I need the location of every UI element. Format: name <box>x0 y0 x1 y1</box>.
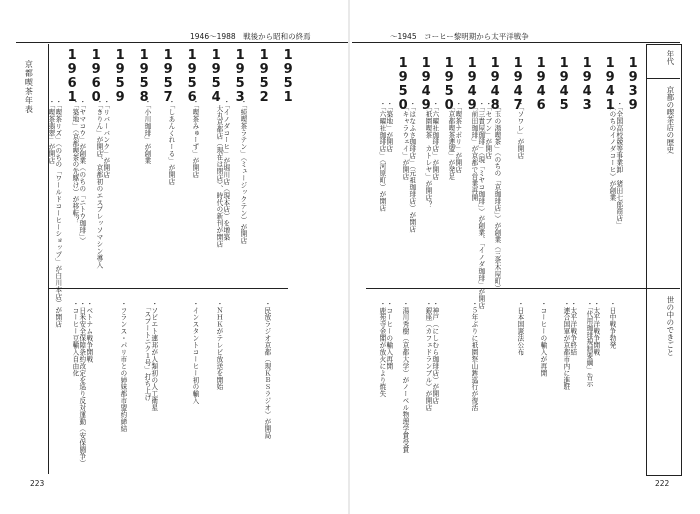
right-section-rule <box>366 288 680 289</box>
cafe-event: ・「喫茶翡翠」が開店 <box>46 98 55 165</box>
year-label: 1943 <box>579 56 595 112</box>
cafe-history-column <box>47 98 61 328</box>
year-label: 1954 <box>208 48 224 104</box>
cafe-event: ・「喫茶ナポリ」が開店 <box>453 100 462 174</box>
world-event: ・神戸（にしむら珈琲店）が開店 <box>430 300 439 405</box>
year-label: 1956 <box>184 48 200 104</box>
cafe-event: ・「イノダコーヒ」が堀川店（現本店）を増築 <box>221 98 230 241</box>
cafe-event: 大丸京都店（現在は閉店）、時代の新刊が開店 <box>214 98 223 248</box>
right-top-rule <box>352 42 680 43</box>
world-event: ・コーヒー豆輸入自由化 <box>70 300 79 377</box>
right-running-head: 〜1945 コーヒー黎明期から太平洋戦争 <box>390 31 529 41</box>
header-row-divider <box>646 78 680 79</box>
world-event: ・５年ぶりに祇園祭山鉾巡行が復活 <box>469 300 478 412</box>
cafe-history-column <box>239 98 246 244</box>
cafe-history-column <box>378 100 392 212</box>
world-event: ・太平洋戦争開戦 <box>591 300 600 356</box>
cafe-event: ・「六曜社珈琲店」が開店 <box>430 100 439 181</box>
world-event: 「スプートニク１号」打ち上げ <box>142 300 151 401</box>
year-label: 1958 <box>136 48 152 104</box>
right-header-box <box>646 44 682 476</box>
cafe-history-column <box>493 100 500 292</box>
world-events-column <box>71 300 92 467</box>
cafe-event: ・「前田珈琲」が京都で営業再開 <box>469 100 478 201</box>
year-label: 1951 <box>280 48 296 104</box>
cafe-event: ・「全国高校競等事業卸 猪田七郎商店」 <box>614 100 623 229</box>
world-events-column <box>191 300 198 404</box>
world-event: ・日本国憲法公布 <box>515 300 524 356</box>
cafe-history-column <box>470 100 491 309</box>
world-event: ・銀座（カフェドランブル）が開店 <box>423 300 432 412</box>
cafe-event: ・「小川珈琲」が創業 <box>142 98 151 165</box>
cafe-event: ・「ソワレ」が開店 <box>515 100 524 160</box>
year-label: 1949 <box>418 56 434 112</box>
world-events-column <box>608 300 615 349</box>
world-event: ・鹿苑寺金閣が放火により焼失 <box>377 300 386 398</box>
cafe-event: ・「京都喫茶連盟」が発足 <box>446 100 455 181</box>
year-label: 1950 <box>395 56 411 112</box>
world-event: ・ソビエト連邦が人類初の人工衛星 <box>149 300 158 412</box>
world-event: ・連合国軍が京都市内に進駐 <box>561 300 570 391</box>
year-label: 1941 <box>602 56 618 112</box>
cafe-history-column <box>143 98 150 164</box>
world-events-column <box>401 300 408 453</box>
year-label: 1945 <box>556 56 572 112</box>
cafe-history-column <box>71 98 85 244</box>
cafe-history-column <box>167 98 174 185</box>
cafe-event: ・「リバーバンク」が開店 <box>101 98 110 179</box>
world-events-column <box>516 300 523 356</box>
cafe-event: ・「はなふさ珈琲店」（元祖珈琲店）が開店 <box>407 100 416 233</box>
world-events-column <box>143 300 157 411</box>
year-label: 1953 <box>232 48 248 104</box>
left-section-rule <box>48 288 288 289</box>
cafe-event: ・「六曜社珈琲店」（河原町）が開店 <box>377 100 386 212</box>
cafe-event: ・「純喫茶ラテン」（ミュージックテン）が開店 <box>238 98 247 245</box>
world-events-column <box>263 300 270 439</box>
cafe-history-column <box>191 98 198 178</box>
cafe-event: ・「玉の湯喫茶」（のちの「京珈琲店」）が創業（三条木屋町） <box>492 100 501 292</box>
cafe-event: ・「喫茶リズ」（のちの「ワールドコーヒーショップ」が白川本店）が開店 <box>53 98 62 328</box>
cafe-history-column <box>215 98 229 248</box>
cafe-history-column <box>608 100 622 229</box>
cafe-event: ・「しあんくれーる」が開店 <box>166 98 175 186</box>
cafe-event: ・「築地」（京都喫茶の先駆け）が移転？ <box>70 98 79 224</box>
world-event: ・ベトナム戦争開戦 <box>84 300 93 363</box>
world-events-column <box>424 300 438 411</box>
world-event: ・インスタントコーヒー初の輸入 <box>190 300 199 405</box>
year-label: 1939 <box>625 56 641 112</box>
world-events-column <box>585 300 599 387</box>
year-label: 1961 <box>64 48 80 104</box>
header-nendai: 年代 <box>665 50 675 65</box>
cafe-history-column <box>401 100 415 232</box>
left-running-head: 1946〜1988 戦後から昭和の終焉 <box>190 31 311 41</box>
cafe-event: ・「キャラウェイ」が開店 <box>400 100 409 181</box>
cafe-event: ・「三貴屋珈琲」（現「ミヤコ珈琲」）が創業、「イノダ珈琲」が開店 <box>476 100 485 310</box>
cafe-event: ・「喫茶みゅーず」が開店 <box>190 98 199 179</box>
year-label: 1952 <box>256 48 272 104</box>
world-event: ・ＮＨＫがテレビ放送を開始 <box>214 300 223 391</box>
year-label: 1946 <box>533 56 549 112</box>
cafe-event: ・「ヤマコウ」が創業（のちの「ニトウ珈琲」） <box>77 98 86 245</box>
header-world-events: 世の中のできごと <box>665 296 675 356</box>
cafe-event: ・「祇園喫茶 カトレヤ」が開店？ <box>423 100 432 208</box>
side-title: 京都喫茶年表 <box>24 60 34 114</box>
cafe-event: ・「きりん」が開店、京都初のエスプレッソマシン導入 <box>94 98 103 269</box>
world-event: ・湯川秀樹（京都大学）がノーベル物理学賞受賞 <box>400 300 409 453</box>
world-event: ・日中戦争勃発 <box>607 300 616 349</box>
cafe-event: （のちのイノダコーヒ）が創業 <box>607 100 616 201</box>
world-event: ・コーヒーの輸入再開 <box>384 300 393 370</box>
header-cafe-history: 京都の喫茶店の歴史 <box>665 86 675 154</box>
cafe-event: ・「セブン」が開店 <box>483 100 492 160</box>
world-events-column <box>470 300 477 411</box>
world-events-column <box>378 300 392 397</box>
cafe-history-column <box>95 98 109 268</box>
left-page-number: 223 <box>30 479 45 488</box>
year-label: 1948 <box>487 56 503 112</box>
year-label: 1949 <box>464 56 480 112</box>
right-page <box>350 0 700 514</box>
year-label: 1950 <box>441 56 457 112</box>
cafe-event: ・「築地」が開店 <box>384 100 393 153</box>
world-events-column <box>539 300 546 376</box>
world-event: ・太平洋戦争終結 <box>568 300 577 356</box>
year-label: 1957 <box>160 48 176 104</box>
cafe-history-column <box>424 100 438 208</box>
year-label: 1947 <box>510 56 526 112</box>
left-top-rule <box>16 42 348 43</box>
world-events-column <box>562 300 576 390</box>
world-events-column <box>215 300 222 390</box>
world-event: ・日米安全保障条約改定を巡り反対運動（安保闘争） <box>77 300 86 467</box>
world-events-column <box>119 300 126 432</box>
cafe-history-column <box>447 100 461 180</box>
world-event: ・コーヒーの輸入が再開 <box>538 300 547 377</box>
world-event: ・フランス・パリ市との姉妹都市盟約締結 <box>118 300 127 433</box>
year-label: 1959 <box>112 48 128 104</box>
year-label: 1960 <box>88 48 104 104</box>
world-event: ・民放ラジオ京都（現ＫＢＳラジオ）が開局 <box>262 300 271 439</box>
world-event: ・「代用珈琲規制要綱」告示 <box>584 300 593 388</box>
right-page-number: 222 <box>655 479 670 488</box>
